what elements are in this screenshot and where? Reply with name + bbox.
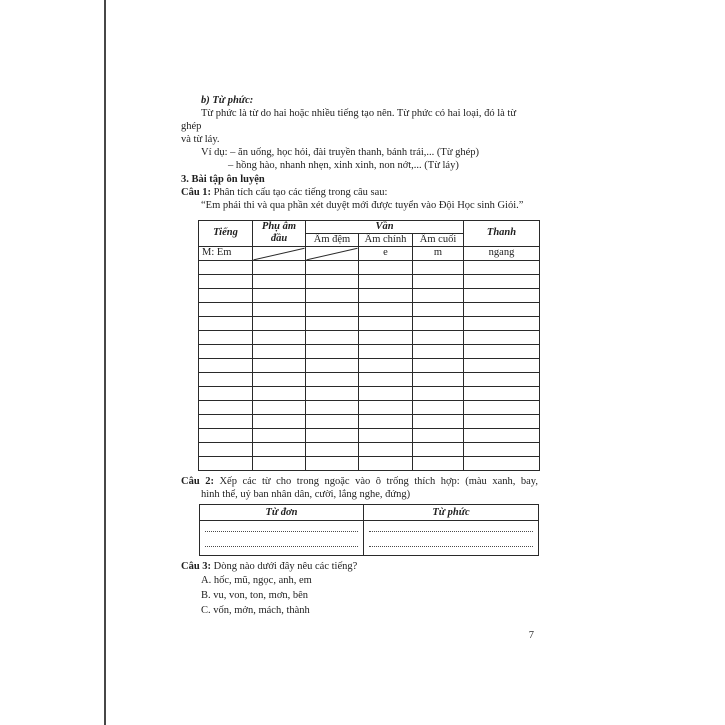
analysis-empty-cell — [359, 442, 413, 456]
analysis-empty-cell — [306, 260, 359, 274]
analysis-empty-cell — [199, 302, 253, 316]
analysis-empty-row — [199, 456, 540, 470]
dotted-answer-line — [205, 532, 358, 547]
analysis-empty-row — [199, 442, 540, 456]
analysis-empty-cell — [199, 428, 253, 442]
analysis-empty-row — [199, 400, 540, 414]
tu-phuc-answer-cell — [364, 521, 539, 556]
dotted-answer-line — [205, 521, 358, 532]
analysis-empty-cell — [199, 400, 253, 414]
page-number: 7 — [528, 630, 534, 642]
analysis-empty-cell — [359, 274, 413, 288]
analysis-empty-cell — [253, 428, 306, 442]
tieng-analysis-table — [198, 220, 540, 471]
diagonal-slash-icon — [253, 247, 305, 260]
cau1-label: Câu 1: — [181, 186, 214, 198]
analysis-empty-cell — [253, 274, 306, 288]
cau2-prompt — [181, 475, 538, 501]
analysis-empty-cell — [253, 442, 306, 456]
col-header-phu-am-dau: Phụ âm đầu — [253, 220, 306, 246]
analysis-example-row — [199, 246, 540, 260]
analysis-empty-row — [199, 302, 540, 316]
analysis-empty-cell — [464, 274, 540, 288]
example-cell-tieng: M: Em — [199, 246, 253, 260]
cau3-prompt — [181, 560, 538, 573]
example-cell-am-chinh: e — [359, 246, 413, 260]
col-header-van: Vần — [306, 220, 464, 233]
analysis-empty-cell — [306, 442, 359, 456]
analysis-empty-cell — [413, 400, 464, 414]
col-header-thanh: Thanh — [464, 220, 540, 246]
example-cell-phu-am-dau — [253, 246, 306, 260]
analysis-empty-cell — [306, 316, 359, 330]
analysis-empty-cell — [413, 442, 464, 456]
word-sort-table — [199, 504, 539, 556]
example-cell-thanh: ngang — [464, 246, 540, 260]
analysis-empty-cell — [359, 260, 413, 274]
analysis-empty-cell — [306, 288, 359, 302]
word-sort-body-row — [200, 521, 539, 556]
analysis-empty-cell — [464, 344, 540, 358]
col-header-am-cuoi: Âm cuối — [413, 233, 464, 246]
analysis-empty-row — [199, 414, 540, 428]
cau3-options — [181, 573, 538, 618]
analysis-empty-cell — [359, 456, 413, 470]
analysis-empty-cell — [464, 456, 540, 470]
analysis-empty-cell — [464, 442, 540, 456]
analysis-empty-cell — [253, 316, 306, 330]
analysis-empty-cell — [359, 358, 413, 372]
analysis-empty-cell — [464, 260, 540, 274]
analysis-empty-cell — [306, 372, 359, 386]
analysis-empty-cell — [413, 274, 464, 288]
cau2-text-line1: Xếp các từ cho trong ngoặc vào ô trống thích hợp: (màu xanh, bay, — [219, 475, 538, 487]
analysis-empty-cell — [306, 358, 359, 372]
page-edge-line — [104, 0, 106, 725]
analysis-empty-cell — [306, 274, 359, 288]
analysis-empty-row — [199, 428, 540, 442]
analysis-empty-cell — [464, 428, 540, 442]
analysis-header-row-1 — [199, 220, 540, 233]
analysis-empty-cell — [199, 288, 253, 302]
cau3-text: Dòng nào dưới đây nêu các tiếng? — [213, 561, 358, 573]
analysis-empty-cell — [413, 330, 464, 344]
analysis-empty-cell — [413, 316, 464, 330]
analysis-empty-cell — [199, 316, 253, 330]
analysis-empty-cell — [253, 260, 306, 274]
col-header-tieng: Tiếng — [199, 220, 253, 246]
cau1-text: Phân tích cấu tạo các tiếng trong câu sau: — [213, 186, 388, 198]
analysis-empty-row — [199, 260, 540, 274]
option-b: B. vu, von, ton, mơn, bên — [201, 590, 309, 602]
analysis-empty-cell — [413, 414, 464, 428]
analysis-empty-cell — [199, 442, 253, 456]
analysis-empty-row — [199, 372, 540, 386]
cau1-quote: “Em phải thi và qua phần xét duyệt mới được tuyển vào Đội Học sinh Giỏi.” — [201, 199, 524, 211]
analysis-empty-cell — [253, 400, 306, 414]
analysis-empty-cell — [253, 386, 306, 400]
analysis-empty-row — [199, 288, 540, 302]
diagonal-slash-icon — [306, 247, 358, 260]
cau1-prompt — [181, 186, 538, 199]
analysis-empty-cell — [464, 386, 540, 400]
analysis-empty-cell — [199, 386, 253, 400]
analysis-empty-cell — [199, 274, 253, 288]
section-3-heading: 3. Bài tập ôn luyện — [181, 173, 265, 185]
analysis-empty-cell — [359, 330, 413, 344]
analysis-empty-cell — [253, 330, 306, 344]
analysis-empty-cell — [359, 400, 413, 414]
analysis-empty-cell — [253, 344, 306, 358]
analysis-empty-cell — [306, 414, 359, 428]
analysis-empty-cell — [253, 288, 306, 302]
analysis-empty-cell — [464, 372, 540, 386]
analysis-empty-cell — [359, 372, 413, 386]
analysis-empty-cell — [413, 302, 464, 316]
cau3-label: Câu 3: — [181, 561, 214, 573]
analysis-empty-cell — [413, 288, 464, 302]
analysis-empty-cell — [413, 428, 464, 442]
cau2-text-line2: hình thể, uỷ ban nhân dân, cười, lắng nghe, đứng) — [201, 488, 411, 500]
example-cell-am-dem — [306, 246, 359, 260]
analysis-empty-cell — [464, 400, 540, 414]
analysis-empty-cell — [199, 372, 253, 386]
example-line-lay: – hồng hào, nhanh nhẹn, xinh xinh, non nớt,... (Từ láy) — [228, 160, 459, 172]
analysis-empty-cell — [199, 414, 253, 428]
analysis-empty-cell — [199, 358, 253, 372]
example-line-ghep: Ví dụ: – ăn uống, học hỏi, đài truyền thanh, bánh trái,... (Từ ghép) — [201, 147, 480, 159]
section-b-body — [181, 107, 538, 146]
option-c: C. vốn, mởn, mách, thành — [201, 605, 310, 617]
col-header-tu-phuc: Từ phức — [364, 505, 539, 521]
analysis-empty-row — [199, 316, 540, 330]
analysis-empty-cell — [199, 456, 253, 470]
tu-don-answer-cell — [200, 521, 364, 556]
analysis-empty-cell — [413, 372, 464, 386]
section-b-body-line1: Từ phức là từ do hai hoặc nhiều tiếng tạo nên. Từ phức có hai loại, đó là từ ghép — [181, 108, 517, 133]
analysis-empty-cell — [464, 302, 540, 316]
col-header-am-dem: Âm đệm — [306, 233, 359, 246]
page-content — [181, 94, 538, 642]
analysis-empty-cell — [306, 456, 359, 470]
analysis-empty-cell — [253, 358, 306, 372]
analysis-empty-cell — [306, 330, 359, 344]
analysis-empty-cell — [306, 428, 359, 442]
analysis-empty-row — [199, 274, 540, 288]
option-a: A. hốc, mũ, ngọc, anh, em — [201, 575, 312, 587]
analysis-empty-cell — [253, 372, 306, 386]
analysis-empty-cell — [413, 358, 464, 372]
analysis-empty-cell — [464, 358, 540, 372]
analysis-empty-cell — [359, 428, 413, 442]
analysis-empty-cell — [253, 414, 306, 428]
word-sort-header-row — [200, 505, 539, 521]
section-b-heading: b) Từ phức: — [201, 95, 254, 106]
analysis-empty-cell — [413, 386, 464, 400]
analysis-empty-cell — [306, 386, 359, 400]
dotted-answer-line — [369, 532, 533, 547]
analysis-empty-cell — [359, 316, 413, 330]
analysis-empty-cell — [413, 260, 464, 274]
analysis-empty-cell — [199, 344, 253, 358]
analysis-empty-cell — [413, 456, 464, 470]
analysis-empty-row — [199, 358, 540, 372]
analysis-empty-cell — [306, 344, 359, 358]
analysis-empty-cell — [359, 302, 413, 316]
section-b-body-line2: và từ láy. — [181, 134, 220, 146]
example-cell-am-cuoi: m — [413, 246, 464, 260]
analysis-empty-cell — [359, 414, 413, 428]
col-header-am-chinh: Âm chính — [359, 233, 413, 246]
analysis-empty-cell — [413, 344, 464, 358]
analysis-empty-cell — [359, 288, 413, 302]
col-header-tu-don: Từ đơn — [200, 505, 364, 521]
analysis-empty-row — [199, 330, 540, 344]
analysis-empty-cell — [306, 400, 359, 414]
analysis-empty-cell — [199, 330, 253, 344]
analysis-empty-cell — [199, 260, 253, 274]
analysis-empty-cell — [253, 302, 306, 316]
cau2-label: Câu 2: — [181, 475, 220, 487]
analysis-empty-cell — [464, 316, 540, 330]
analysis-empty-cell — [306, 302, 359, 316]
cau2-line1 — [181, 475, 538, 488]
analysis-empty-cell — [464, 414, 540, 428]
analysis-empty-cell — [464, 288, 540, 302]
analysis-empty-cell — [464, 330, 540, 344]
dotted-answer-line — [369, 521, 533, 532]
analysis-empty-row — [199, 386, 540, 400]
analysis-empty-row — [199, 344, 540, 358]
analysis-empty-cell — [253, 456, 306, 470]
analysis-empty-cell — [359, 386, 413, 400]
analysis-empty-cell — [359, 344, 413, 358]
